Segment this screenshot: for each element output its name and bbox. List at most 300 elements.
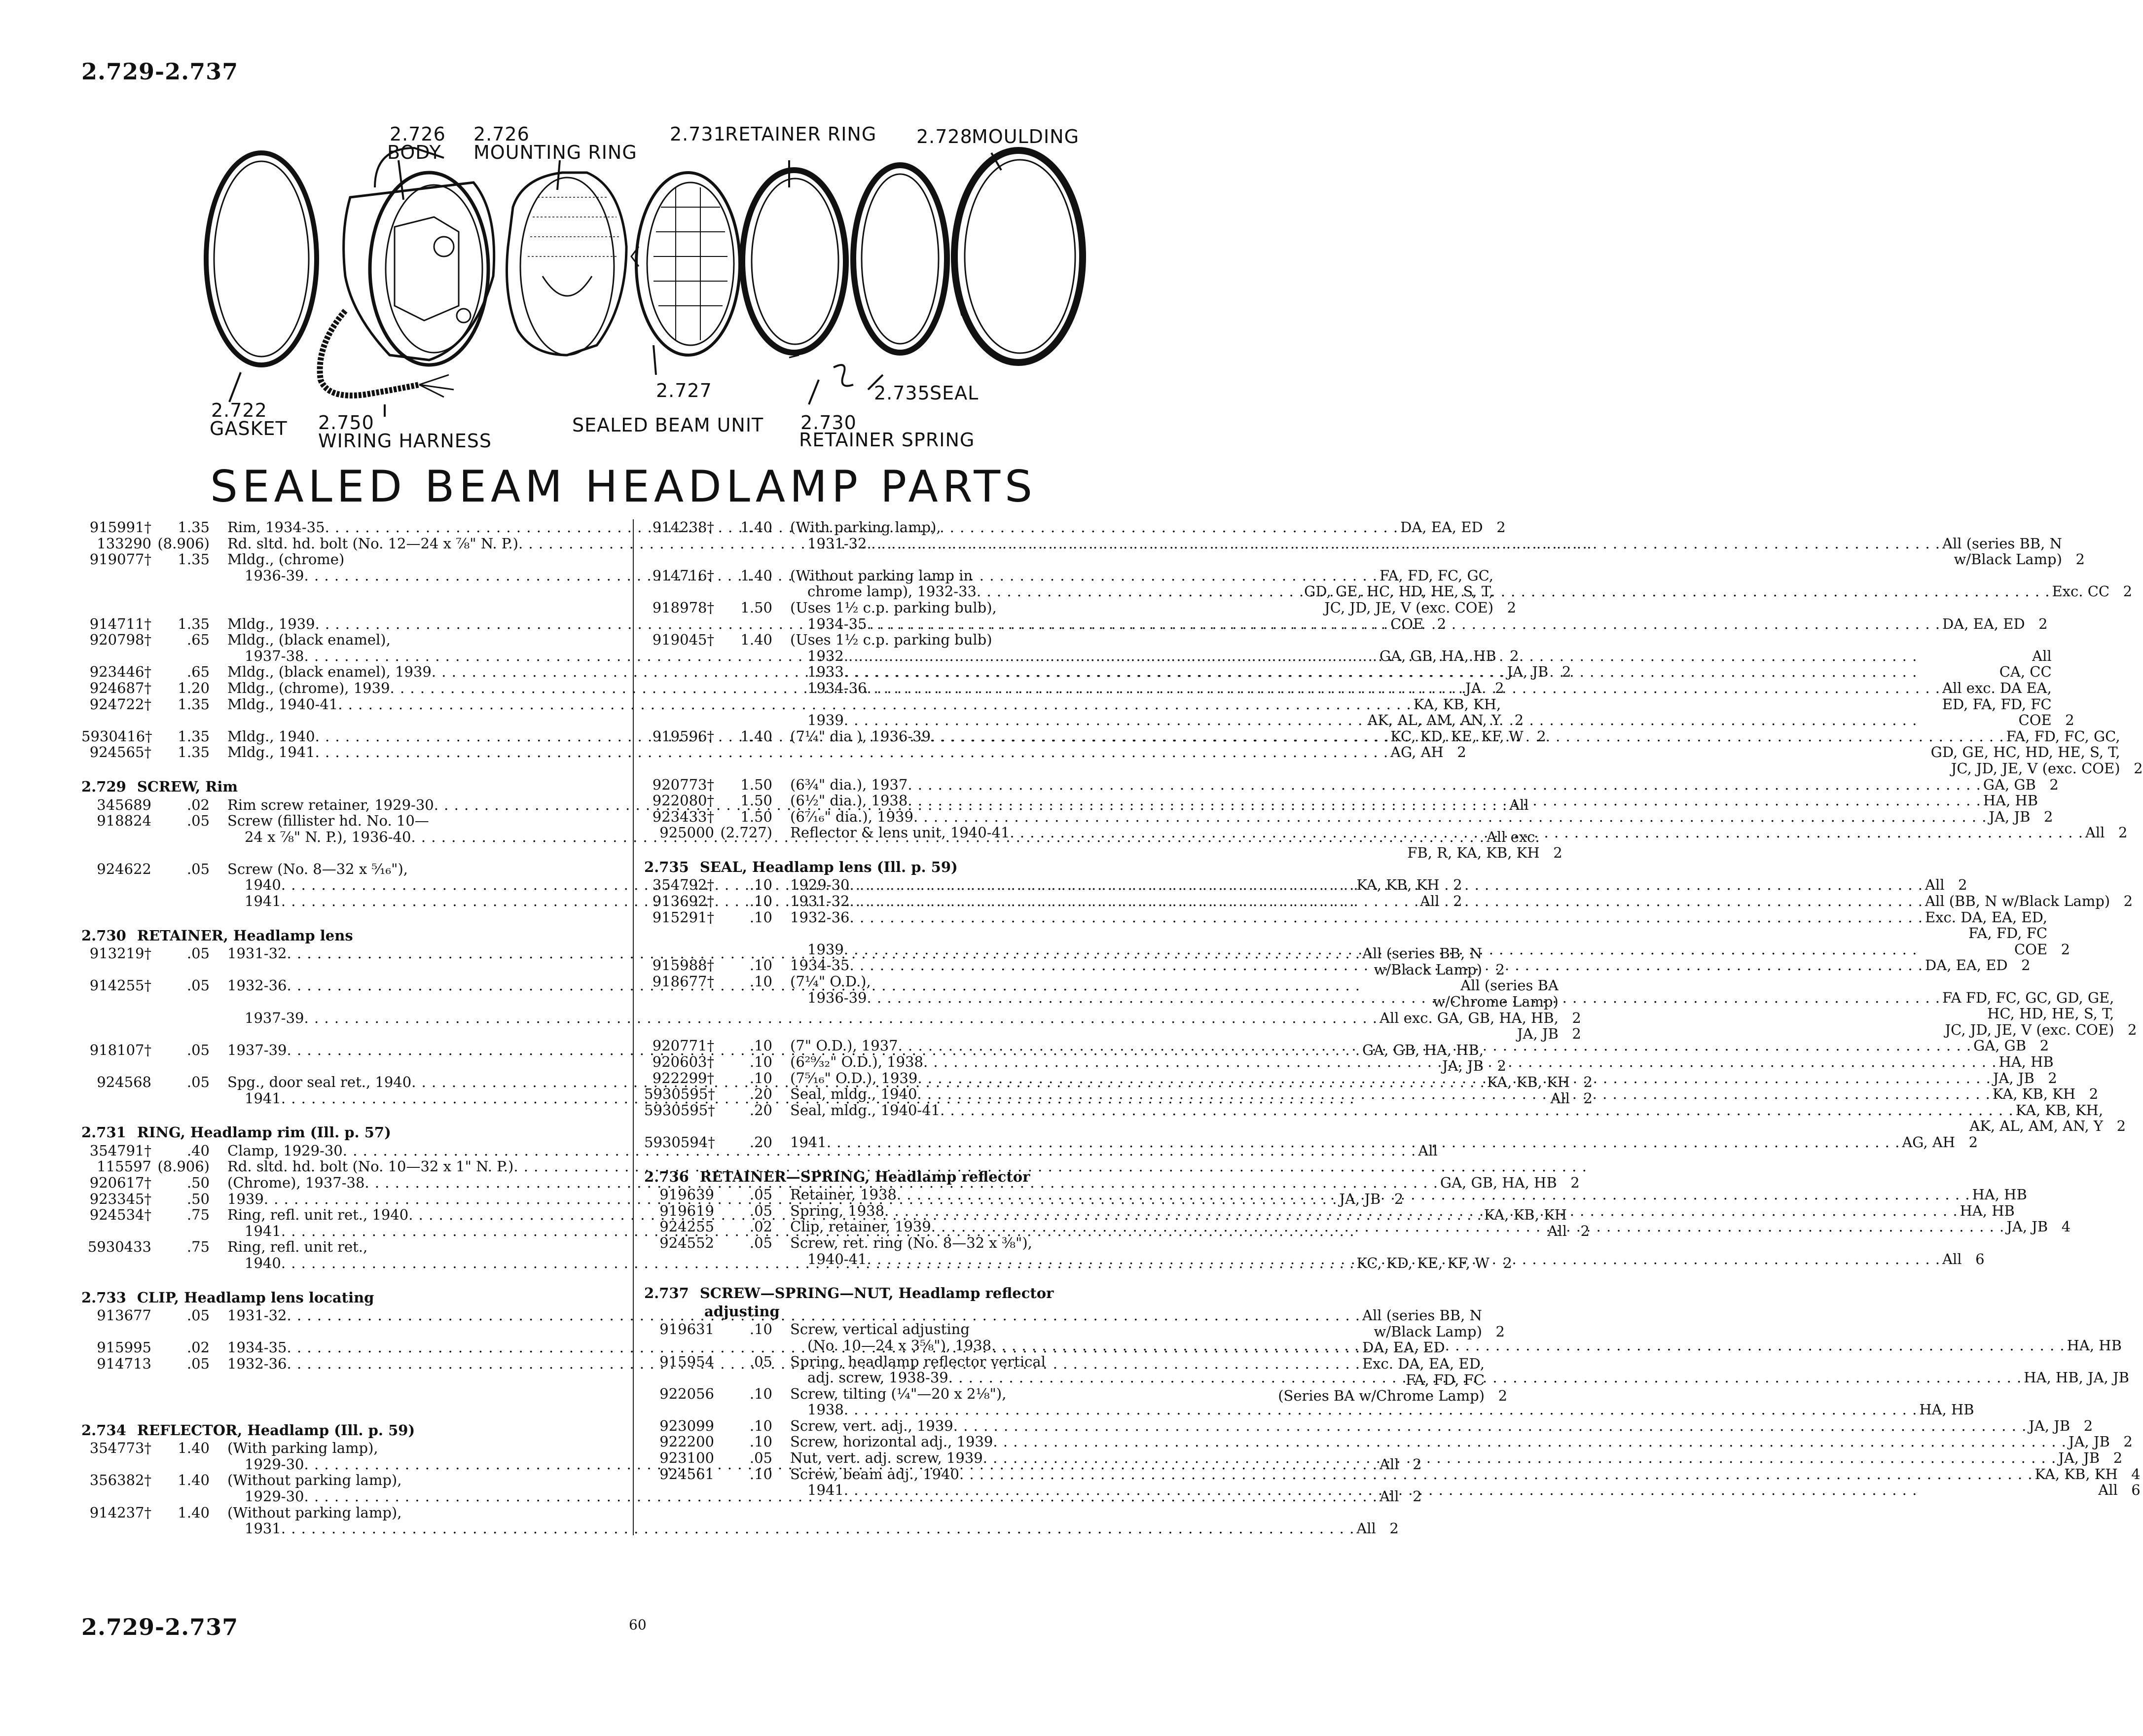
applicable-models: FA, FD, FC, GC, [2006,727,2120,745]
quantity: 2 [2043,808,2053,825]
applicable-models: HA, HB [1919,1401,1974,1418]
description-text: 1938 [807,1401,844,1418]
quantity: 2 [2083,1417,2093,1434]
part-number: 913692† [652,893,714,910]
part-price: .05 [749,1234,772,1251]
description-line [790,1434,2110,1450]
description-line [790,1054,2054,1070]
description-text: (7" O.D.), 1937 [790,1037,898,1054]
part-description [772,957,2008,974]
callout-retainer-spring-num: 2.730 [800,412,857,434]
part-price: .75 [186,1206,210,1224]
part-price: .20 [749,1101,772,1119]
description-line [790,1219,2048,1235]
applicable-models: All [1380,1488,1399,1505]
description-continuation: AK, AL, AM, AN, Y [1367,712,1501,729]
quantity: 2 [1514,712,1524,729]
applicable-models: KA, KB, KH, [1413,695,1501,713]
part-price: .05 [186,1307,210,1324]
quantity: 2 [2048,1069,2057,1086]
description-text: (No. 10—24 x 3⅝"), 1938 [807,1337,992,1354]
description-text: Mldg., 1941 [227,744,315,761]
description-line: (With parking lamp), [790,519,941,536]
part-price: .65 [186,663,210,681]
part-price: .05 [749,1186,772,1203]
applicable-models: GA, GB [1983,776,2036,793]
description-text: Spg., door seal ret., 1940 [227,1074,412,1090]
description-line [790,648,2052,664]
part-price: .05 [749,1449,772,1467]
description-text: 1941 [245,1089,281,1107]
section-heading [81,928,626,944]
description-text: 1931-32 [227,945,287,962]
part-description [772,1418,2070,1434]
description-text: 1937-38 [245,647,304,664]
dot-leader [991,1338,2065,1354]
section-heading-continued: adjusting [704,1302,780,1320]
description-text: 1941 [790,1133,827,1151]
part-price: 1.35 [178,727,210,745]
dot-leader [867,616,1941,632]
part-price: .40 [186,1142,210,1159]
description-line [790,1418,2070,1434]
description-line [790,893,2110,909]
applicable-models: GA, GB, HA, HB [1440,1174,1557,1191]
description-line [790,1070,2034,1086]
part-number: 919077† [89,551,151,568]
description-continuation: JC, JD, JE, V (exc. COE) [1324,599,1494,616]
applicable-models: COE [2014,940,2048,958]
applicable-models: DA, EA, ED [1942,615,2025,632]
part-number: 924722† [89,695,151,713]
applicable-models: All [1509,796,1529,813]
description-continuation: (Series BA w/Chrome Lamp) [1278,1387,1485,1405]
part-number: 923446† [89,663,151,681]
applicable-models: All exc. [1486,828,1540,845]
applicable-models: All [2032,647,2052,664]
section-heading [81,1124,626,1141]
section-title: RING, Headlamp rim (Ill. p. 57) [137,1124,391,1141]
callout-gasket-name: GASKET [210,418,288,439]
part-price: 1.40 [740,727,772,745]
description-text: Seal, mldg., 1940-41 [790,1101,941,1119]
callout-sealed-beam-name: SEALED BEAM UNIT [572,414,764,436]
description-text: Rim, 1934-35 [227,519,325,536]
applicable-models: All [1418,1142,1438,1159]
part-number: 115597 [97,1158,151,1175]
dot-leader [1010,825,2083,841]
part-description [772,1038,2026,1054]
section-title: RETAINER, Headlamp lens [137,927,353,944]
description-text: 1929-30 [245,1488,304,1505]
part-price: .20 [749,1133,772,1151]
quantity: 2 [2134,760,2143,777]
callout-mounting-ring-name: MOUNTING RING [473,142,637,163]
part-row [644,808,2053,825]
description-text: 1934-35 [790,957,850,974]
dot-leader [867,990,1941,1006]
dot-leader [908,793,1981,809]
part-description [772,1102,2103,1134]
part-description [772,568,2109,600]
part-number: 915995 [97,1339,151,1356]
dot-leader [931,728,2004,745]
applicable-models: All [1356,1520,1376,1537]
applicable-models: All [1550,1089,1570,1107]
callout-leaders [229,153,1001,417]
part-price: .50 [186,1174,210,1191]
part-price: .10 [749,876,772,894]
applicable-models: All [1547,1222,1567,1239]
description-text: 1936-39 [245,567,304,584]
part-price: .75 [186,1238,210,1256]
description-line: Screw, tilting (¼"—20 x 2⅛"), [790,1385,1007,1402]
description-line [790,712,2052,728]
description-text: 1934-35 [807,615,867,632]
part-row [644,1101,2126,1135]
applicable-models: HA, HB, JA, JB [2024,1369,2129,1386]
part-number: 915291† [652,908,714,926]
applicable-models: All [1380,1455,1399,1473]
callout-retainer-ring-name: RETAINER RING [725,123,877,145]
part-price: .05 [186,1041,210,1058]
callout-gasket-num: 2.722 [211,399,267,421]
applicable-models: CA, CC [1999,663,2052,681]
part-number: 922056 [659,1385,714,1402]
part-description [772,1219,2048,1235]
description-text: (7¼" dia ), 1936-39 [790,727,931,745]
mounting-ring-drawing [507,173,627,355]
part-description [772,1070,2034,1086]
part-number: 924622 [97,860,151,877]
quantity: 2 [2038,615,2048,632]
description-continuation: GD, GE, HC, HD, HE, S, T, [1930,744,2120,761]
part-number: 913677 [97,1307,151,1324]
part-price: 1.35 [178,744,210,761]
dot-leader [844,648,2030,664]
description-text: Screw, beam adj., 1940 [790,1465,959,1483]
applicable-models: All [1925,876,1945,894]
seal-drawing [853,165,947,353]
dot-leader [850,893,1924,909]
dot-leader [897,1187,1970,1203]
description-continuation: ED, FA, FD, FC [1942,695,2052,713]
quantity: 2 [2065,712,2074,729]
applicable-models: KA, KB, KH [1484,1206,1567,1224]
part-number: 920773† [652,776,714,793]
part-row [644,1465,2141,1499]
description-line [790,1450,2100,1466]
quantity: 2 [1389,1520,1399,1537]
dot-leader [923,1054,1997,1070]
callout-wiring-harness-name: WIRING HARNESS [318,430,492,452]
description-text: Mldg., 1940-41 [227,695,338,713]
quantity: 2 [1553,844,1562,862]
description-text: Rim screw retainer, 1929-30 [227,796,434,813]
part-number: 133290 [97,535,151,552]
callout-seal-name: SEAL [930,382,979,404]
part-description [772,1134,1955,1151]
applicable-models: KA, KB, KH [2034,1465,2118,1483]
quantity: 2 [1503,1254,1512,1271]
part-number: 923099 [659,1417,714,1434]
part-row [81,536,626,552]
part-number: 354773† [89,1440,151,1457]
dot-leader [867,680,1941,696]
part-price: .10 [749,957,772,974]
part-row [81,1158,626,1175]
description-line: (Without parking lamp), [227,1504,402,1521]
description-line [790,1338,2122,1354]
part-number: 924561 [659,1465,714,1483]
part-price: .10 [749,1385,772,1402]
part-price: .50 [186,1190,210,1207]
applicable-models: JA, JB [1507,663,1549,681]
quantity: 2 [1510,647,1519,664]
description-line [790,1038,2026,1054]
description-text: Rd. sltd. hd. bolt (No. 12—24 x ⅞" N. P.) [227,535,518,552]
dot-leader [850,957,1924,974]
part-number: 918978† [652,599,714,616]
description-text: 1932-36 [790,908,850,926]
part-description [772,825,2105,841]
part-price: .02 [749,1218,772,1235]
applicable-models: GA, GB, HA, HB, [1362,1041,1484,1058]
dot-leader [993,1434,2067,1450]
description-continuation: w/Black Lamp) [1374,1323,1482,1340]
description-text: Clip, retainer, 1939 [790,1218,931,1235]
description-line [790,1466,2118,1483]
description-line [790,583,2109,600]
quantity: 2 [2061,940,2070,958]
description-line [790,1134,1955,1151]
applicable-models: HA, HB [1998,1053,2054,1070]
callout-body-name: BODY [387,142,441,163]
part-price: .05 [186,812,210,830]
applicable-models: All exc. GA, GB, HA, HB, [1380,1009,1559,1026]
description-text: 1936-39 [807,989,867,1006]
part-number: 924568 [97,1074,151,1090]
applicable-models: Exc. DA, EA, ED, [1925,908,2048,926]
description-text: Retainer, 1938 [790,1186,897,1203]
applicable-models: All (series BB, N [1362,945,1482,962]
dot-leader [281,1520,1355,1537]
description-line: Mldg., (black enamel), [227,631,391,649]
section-heading [644,859,1194,875]
section-heading [81,1422,626,1439]
description-line: Mldg., (chrome) [227,551,345,568]
description-line [790,680,2052,696]
part-number: 914255† [89,977,151,994]
description-line [790,825,2105,841]
part-number: 5930433 [87,1238,151,1256]
applicable-models: FA, FD, FC, GC, [1380,567,1494,584]
part-price: 1.40 [740,567,772,584]
description-text: 1939 [807,712,844,729]
description-line [790,1370,2129,1386]
part-price: 1.20 [178,679,210,696]
part-price: 1.50 [740,776,772,793]
quantity: 2 [1570,1174,1580,1191]
description-line: Screw (fillister hd. No. 10— [227,812,429,830]
part-price: .10 [749,1417,772,1434]
applicable-models: JA, JB [2068,1433,2110,1450]
applicable-models: All [1420,893,1440,910]
description-text: 1940-41 [807,1250,867,1267]
description-continuation: JA, JB [1517,1025,1559,1043]
quantity: 2 [1495,1323,1505,1340]
dot-leader [898,1038,1972,1054]
quantity: 2 [2123,583,2133,600]
section-number: 2.735 [644,858,689,875]
part-number: 924687† [89,679,151,696]
part-description [772,1054,2054,1070]
callout-seal-num: 2.735 [874,382,930,404]
section-title: SEAL, Headlamp lens (Ill. p. 59) [699,858,958,875]
description-text: 1932-36 [227,1355,287,1372]
applicable-models: AG, AH [1390,744,1444,761]
exploded-headlamp-illustration [0,0,1247,473]
part-price: .20 [749,1085,772,1103]
section-title: CLIP, Headlamp lens locating [137,1289,374,1306]
description-text: 1937-39 [227,1041,287,1058]
description-text: 24 x ⅞" N. P.), 1936-40 [245,828,411,845]
quantity: 2 [1495,961,1505,978]
callout-wiring-harness-num: 2.750 [318,412,374,434]
part-number: 915954 [659,1353,714,1370]
applicable-models: HA, HB [1983,792,2038,809]
part-price: 1.40 [740,519,772,536]
dot-leader [867,536,1941,552]
applicable-models: COE [1390,615,1424,632]
description-text: 1931 [245,1520,281,1537]
section-number: 2.731 [81,1124,126,1141]
description-continuation: JA, JB [1442,1057,1484,1075]
description-text: 1929-30 [790,876,850,894]
description-line [790,1251,1962,1267]
part-number: 914238† [652,519,714,536]
description-line: (With parking lamp), [227,1440,378,1457]
applicable-models: KA, KB, KH [1992,1085,2076,1103]
quantity: 2 [2127,1021,2137,1038]
description-continuation: HC, HD, HE, S, T, [1987,1005,2114,1022]
description-text: chrome lamp), 1932-33 [807,583,977,600]
quantity: 2 [2021,957,2031,974]
description-text: 1932-36 [227,977,287,994]
part-price: .10 [749,908,772,926]
part-number: 924534† [89,1206,151,1224]
quantity: 2 [1413,1455,1422,1473]
applicable-models: HA, HB [2067,1337,2122,1354]
part-description [772,793,2038,809]
part-number: 922299† [652,1069,714,1086]
part-description [772,632,2052,728]
description-line: Screw (No. 8—32 x ⁵⁄₁₆"), [227,860,408,877]
part-number: 923433† [652,808,714,825]
part-number: 924255 [659,1218,714,1235]
part-description [772,519,2062,568]
part-price: .65 [186,631,210,649]
description-text: 1941 [807,1482,844,1499]
description-continuation: FA, FD, FC [1405,1371,1485,1388]
quantity: 2 [1537,727,1546,745]
description-continuation: JC, JD, JE, V (exc. COE) [1945,1021,2114,1038]
quantity: 2 [2116,1118,2126,1135]
description-text: Ring, refl. unit ret., 1940 [227,1206,409,1224]
retainer-spring-drawing [834,365,853,386]
part-price: 1.40 [178,1472,210,1489]
part-price: 1.40 [178,1440,210,1457]
description-text: 1939 [807,940,844,958]
part-number: 5930595† [644,1085,715,1103]
section-heading [644,1285,1194,1302]
applicable-models: DA, EA, ED [1400,519,1483,536]
part-description [772,809,2030,825]
part-number: 915991† [89,519,151,536]
part-description [772,1386,1974,1418]
part-number: 918107† [89,1041,151,1058]
part-number: 919639 [659,1186,714,1203]
applicable-models: Exc. CC [2052,583,2110,600]
retainer-ring-drawing [742,170,846,358]
dot-leader [884,1203,1958,1219]
part-price: (8.906) [157,1158,210,1175]
description-text: 1940 [245,876,281,894]
dot-leader [983,1450,2057,1466]
part-number: 923345† [89,1190,151,1207]
part-description [772,893,2110,909]
quantity: 2 [1495,679,1504,696]
applicable-models: All (series BA [1460,977,1559,994]
part-price: (2.727) [720,824,772,841]
dot-leader [844,1482,2096,1498]
dot-leader [959,1466,2033,1483]
description-line [790,728,2120,745]
part-price: 1.40 [740,631,772,649]
part-number: 922200 [659,1433,714,1450]
quantity: 2 [1507,599,1517,616]
description-continuation: FA, FD, FC [1968,925,2048,942]
part-description [772,1434,2110,1450]
part-number: 920798† [89,631,151,649]
applicable-models: FA FD, FC, GC, GD, GE, [1942,989,2114,1006]
part-description [772,1466,2118,1498]
applicable-models: JA, JB [2006,1218,2048,1235]
sealed-beam-unit-drawing [631,173,740,355]
quantity: 2 [2075,551,2085,568]
part-price: .10 [749,1069,772,1086]
part-price: 1.35 [178,519,210,536]
quantity: 2 [2049,776,2059,793]
section-number: 2.729 [81,778,126,795]
applicable-models: JA [1465,679,1482,696]
part-price: 1.50 [740,599,772,616]
applicable-models: JA, JB [1989,808,2031,825]
applicable-models: All (series BB, N [1942,535,2062,552]
part-number: 919596† [652,727,714,745]
callout-moulding-num: 2.728 [916,126,973,147]
part-price: .05 [186,1074,210,1090]
description-line [790,809,2030,825]
description-text: 1934-35 [227,1339,287,1356]
quantity: 2 [1497,1057,1506,1075]
quantity: 2 [1394,1190,1404,1207]
callout-mounting-ring-num: 2.726 [473,123,530,145]
applicable-models: Exc. DA, EA, ED, [1362,1355,1485,1372]
part-number: 924565† [89,744,151,761]
description-line [790,877,1945,893]
part-number: 924552 [659,1234,714,1251]
